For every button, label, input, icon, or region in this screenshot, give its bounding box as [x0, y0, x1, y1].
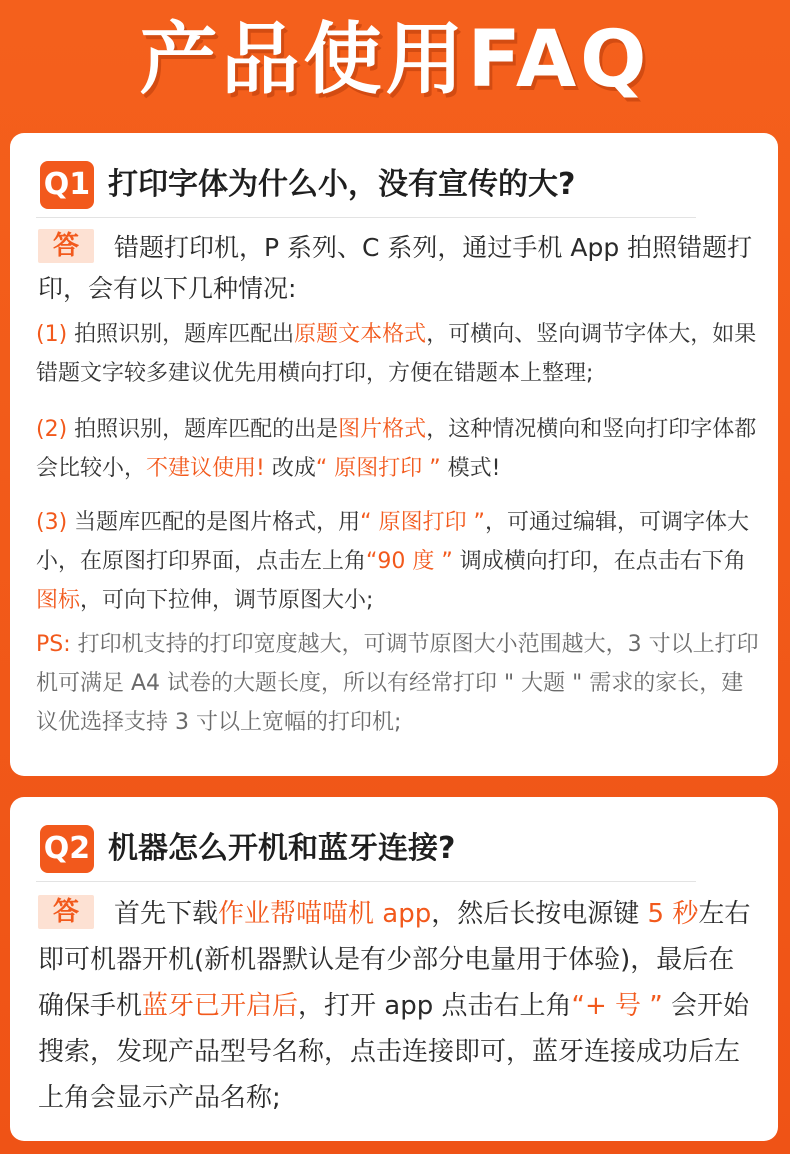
answer-body: 错题打印机，P 系列、C 系列，通过手机 App 拍照错题打印，会有以下几种情况: [38, 233, 753, 303]
faq-card-q1 [10, 133, 778, 776]
item-number: (1) [36, 322, 68, 347]
question-text: 打印字体为什么小，没有宣传的大? [108, 167, 576, 202]
item-highlight: “ 原图打印 ” [360, 510, 485, 535]
item-text: 调成横向打印，在点击右下角 [452, 549, 746, 574]
question-badge: Q1 [40, 161, 94, 209]
item-number: (3) [36, 510, 68, 535]
question-header [36, 161, 696, 218]
list-item [36, 503, 760, 620]
answer-highlight: 5 秒 [639, 899, 699, 929]
item-text: ，可向下拉伸，调节原图大小; [80, 588, 374, 613]
item-text: ，这种情况横向和竖向打印字体都会比较小， [36, 417, 757, 481]
answer-part: ，然后长按电源键 [431, 899, 640, 929]
question-header [36, 825, 696, 882]
answer-badge: 答 [38, 895, 94, 929]
item-highlight: “ 原图打印 ” [315, 456, 441, 481]
list-item-ps [36, 625, 760, 742]
answer-highlight: “+ 号 ” [571, 991, 663, 1021]
item-highlight: 图标 [36, 588, 81, 613]
answer-part: 会开始搜索，发现产品型号名称，点击连接即可，蓝牙连接成功后左上角会显示产品名称; [38, 991, 750, 1113]
item-highlight: 不建议使用! [146, 456, 265, 481]
answer-highlight: 蓝牙已开启后 [142, 991, 299, 1021]
answer-badge: 答 [38, 229, 94, 263]
answer-part: 首先下载 [114, 899, 219, 929]
item-text: 改成 [264, 456, 316, 481]
answer-part: ，打开 app 点击右上角 [298, 991, 572, 1021]
item-text: ，可通过编辑，可调字体大小，在原图打印界面，点击左上角 [36, 510, 749, 574]
list-item [36, 410, 760, 488]
item-number: (2) [36, 417, 68, 442]
item-number: PS: [36, 632, 71, 657]
list-item [36, 315, 760, 393]
question-badge: Q2 [40, 825, 94, 873]
answer-text [38, 891, 758, 1121]
page-title: 产品使用FAQ [139, 15, 651, 105]
item-highlight: 图片格式 [338, 417, 427, 442]
question-text: 机器怎么开机和蓝牙连接? [108, 831, 456, 866]
answer-text [38, 227, 758, 309]
item-text: 拍照识别，题库匹配出 [67, 322, 295, 347]
answer-highlight: 作业帮喵喵机 app [218, 899, 432, 929]
faq-card-q2 [10, 797, 778, 1141]
item-highlight: 原题文本格式 [294, 322, 427, 347]
item-text: 打印机支持的打印宽度越大，可调节原图大小范围越大，3 寸以上打印机可满足 A4 试卷的大题长度，所以有经常打印 " 大题 " 需求的家长，建议优选择支持 3 寸以上宽幅的打印机; [36, 632, 759, 735]
item-highlight: “90 度 ” [366, 549, 453, 574]
item-text: 当题库匹配的是图片格式，用 [67, 510, 361, 535]
item-text: 模式! [440, 456, 501, 481]
item-text: ，可横向、竖向调节字体大，如果错题文字较多建议优先用横向打印，方便在错题本上整理; [36, 322, 757, 386]
item-text: 拍照识别，题库匹配的出是 [67, 417, 339, 442]
answer-part: 左右即可机器开机(新机器默认是有少部分电量用于体验)，最后在确保手机 [38, 899, 751, 1021]
